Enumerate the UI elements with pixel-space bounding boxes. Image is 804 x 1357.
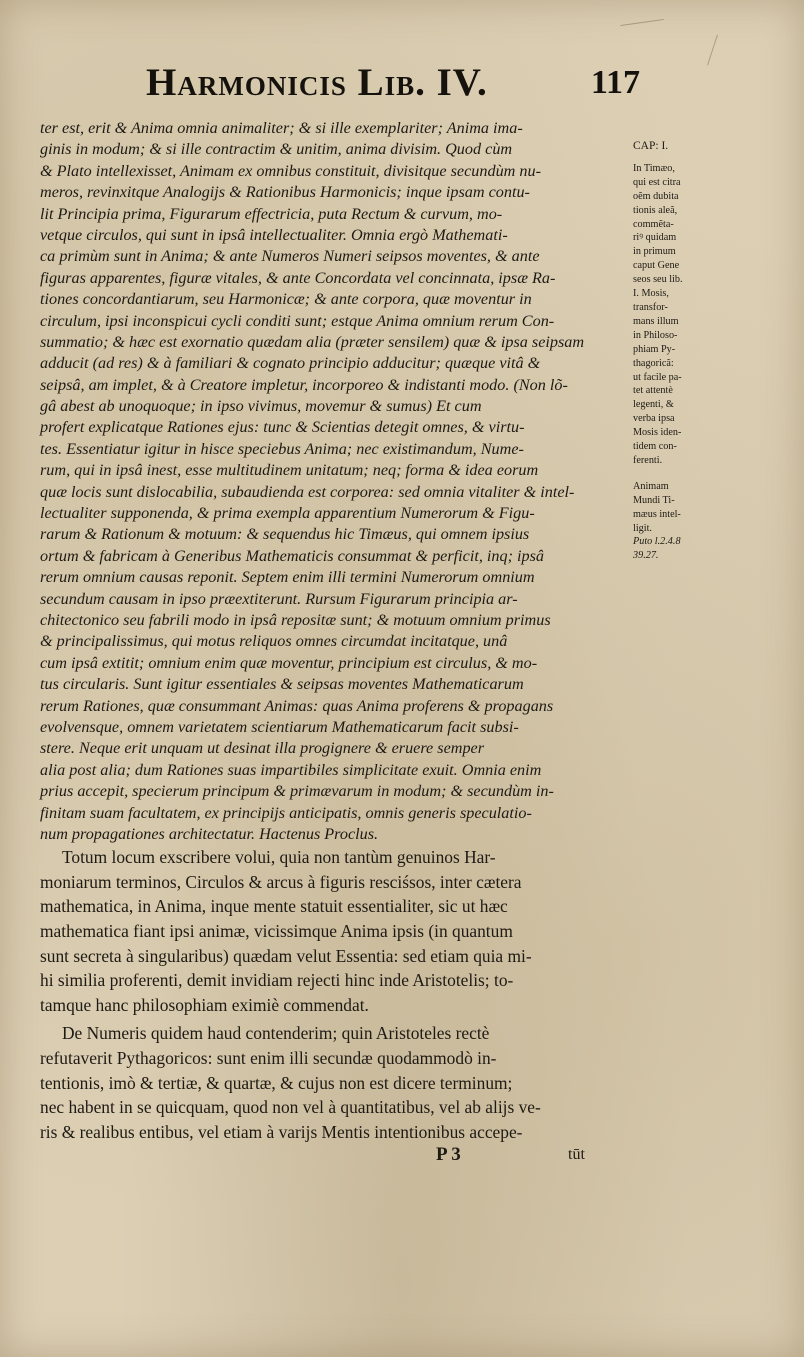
margin-note-line: In Timæo, (633, 162, 675, 174)
margin-note-line: I. Mosis, (633, 288, 669, 300)
text-line: num propagationes architectatur. Hactenus Proclus. (40, 824, 379, 843)
text-line: tentionis, imò & tertiæ, & quartæ, & cujus non est dicere terminum; (40, 1072, 513, 1093)
text-line: seipsâ, am implet, & à Creatore impletur, incorporeo & indistanti modo. (Non lõ- (40, 375, 568, 394)
text-line: moniarum terminos, Circulos & arcus à figuris resciśsos, inter cætera (40, 871, 522, 892)
text-line: Totum locum exscribere volui, quia non tantùm genuinos Har- (62, 847, 496, 868)
text-line: rum, qui in ipsâ inest, esse multitudinem unitatum; neq; forma & idea eorum (40, 461, 539, 480)
text-line: secundum causam in ipso præextiterunt. Rursum Figurarum principia ar- (40, 589, 518, 608)
text-line: adducit (ad res) & à familiari & cognato principio adducitur; quæque vitâ & (40, 354, 541, 373)
text-line: cum ipsâ extitit; omnium enim quæ moventur, principium est circulus, & mo- (40, 653, 538, 672)
margin-note-line: tidem con- (633, 441, 677, 453)
margin-note-line: legenti, & (633, 399, 674, 411)
margin-note-line: ut facile pa- (633, 371, 682, 383)
text-line: ris & realibus entibus, vel etiam à varijs Mentis intentionibus accepe- (40, 1121, 523, 1142)
margin-note-line: seos seu lib. (633, 274, 683, 286)
text-line: & principalissimus, qui motus reliquos omnes circumdat incitatque, unâ (40, 632, 508, 651)
margin-note-line: mæus intel- (633, 508, 681, 520)
text-line: tus circularis. Sunt igitur essentiales & seipsas moventes Mathematicarum (40, 675, 524, 694)
text-line: De Numeris quidem haud contenderim; quin Aristoteles rectè (62, 1023, 490, 1044)
margin-note-line: commẽta- (633, 218, 674, 230)
margin-note-line: phiam Py- (633, 343, 676, 355)
text-line: tes. Essentiatur igitur in hisce speciebus Anima; nec existimandum, Nume- (40, 439, 524, 458)
margin-note-line: transfor- (633, 301, 668, 313)
text-line: nec habent in se quicquam, quod non vel à quantitatibus, vel ab alijs ve- (40, 1097, 541, 1118)
paper-mark (707, 35, 718, 66)
margin-note-line: tet attentè (633, 385, 673, 397)
text-line: & Plato intellexisset, Animam ex omnibus constituit, divisitque secundùm nu- (40, 161, 541, 180)
margin-note-line: Mosis iden- (633, 427, 682, 439)
margin-note-line: oẽm dubita (633, 190, 679, 202)
text-line: lectualiter supponenda, & prima exempla apparentium Numerorum & Figu- (40, 504, 535, 523)
text-line: mathematica, in Anima, inque mente statuit essentialiter, sic ut hæc (40, 896, 508, 917)
text-line: summatio; & hæc est exornatio quædam alia (præter sensilem) quæ & ipsa seipsam (40, 332, 585, 351)
page-title: Harmonicis Lib. IV. (146, 61, 488, 104)
margin-note-line: ferenti. (633, 454, 663, 466)
text-line: ter est, erit & Anima omnia animaliter; & si ille exemplariter; Anima ima- (40, 119, 523, 137)
text-line: rerum Rationes, quæ consummant Animas: quas Anima proferens & propagans (40, 696, 554, 715)
margin-note-line: tionis aleã, (633, 204, 678, 216)
text-line: refutaverit Pythagoricos: sunt enim illi secundæ quodammodò in- (40, 1048, 497, 1069)
text-line: sunt secreta à singularibus) quædam velut Essentia: sed etiam quia mi- (40, 945, 532, 966)
text-line: profert explicatque Rationes ejus: tunc & Scientias detegit omnes, & virtu- (40, 418, 525, 437)
text-line: ca primùm sunt in Anima; & ante Numeros Numeri seipsos moventes, & ante (40, 247, 540, 266)
text-line: quæ locis sunt dislocabilia, subaudienda est corporea: sed omnia vitaliter & intel- (40, 482, 575, 501)
chapter-marker: CAP: I. (633, 140, 669, 152)
text-line: vetque circulos, qui sunt in ipsâ intellectualiter. Omnia ergò Mathemati- (40, 225, 508, 244)
running-head (140, 60, 640, 110)
margin-note-line: qui est citra (633, 176, 681, 188)
margin-note-line: Puto l.2.4.8 (633, 536, 681, 548)
text-line: alia post alia; dum Rationes suas impartibiles simplicitate exuit. Omnia enim (40, 760, 542, 779)
text-line: figuras apparentes, figuræ vitales, & ante Concordata vel concinnata, ipsæ Ra- (40, 268, 556, 287)
text-line: lit Principia prima, Figurarum effectricia, puta Rectum & curvum, mo- (40, 204, 503, 223)
margin-note-line: verba ipsa (633, 413, 675, 425)
text-line: stere. Neque erit unquam ut desinat illa progignere & eruere semper (40, 739, 485, 758)
margin-note-line: caput Gene (633, 260, 680, 272)
margin-note-line: 39.27. (633, 550, 659, 562)
text-line: gâ abest ab unoquoque; in ipso vivimus, movemur & sumus) Et cum (40, 397, 482, 416)
catchword: tūt (568, 1146, 585, 1163)
margin-note-line: Animam (633, 480, 669, 492)
margin-note-line: thagoricã: (633, 357, 674, 369)
text-line: chitectonico seu fabrili modo in ipsâ repositæ sunt; & motuum omnium primus (40, 610, 551, 629)
marginal-notes (633, 140, 715, 563)
text-line: ginis in modum; & si ille contractim & unitim, anima divisim. Quod cùm (40, 140, 513, 159)
margin-note-line: in primum (633, 246, 676, 258)
text-line: mathematica fiant ipsi animæ, vicissimque Anima ipsis (in quantum (40, 921, 513, 942)
margin-note-line: mans illum (633, 315, 679, 327)
text-line: evolvensque, omnem varietatem scientiarum Mathematicarum facit subsi- (40, 717, 519, 736)
text-line: meros, revinxitque Analogijs & Rationibus Harmonicis; inque ipsam contu- (40, 183, 530, 202)
text-line: ortum & fabricam à Generibus Mathematicis consummat & perficit, inq; ipsâ (40, 546, 545, 565)
paper-mark (620, 19, 664, 26)
text-line: circulum, ipsi inconspicui cycli conditi sunt; estque Anima omnium rerum Con- (40, 311, 555, 330)
text-line: tiones concordantiarum, seu Harmonicæ; & ante corpora, quæ moventur in (40, 290, 532, 309)
margin-spacer (633, 468, 715, 480)
text-line: hi similia proferenti, demit invidiam rejecti hinc inde Aristotelis; to- (40, 970, 514, 991)
page-number: 117 (590, 64, 640, 101)
margin-note-line: riꝰ quidam (633, 232, 677, 244)
text-line: rerum omnium causas reponit. Septem enim illi termini Numerorum omnium (40, 568, 535, 587)
signature-mark: P 3 (436, 1144, 461, 1165)
margin-note-line: ligit. (633, 522, 652, 534)
text-line: finitam suam facultatem, ex principijs anticipatis, omnis generis speculatio- (40, 803, 532, 822)
text-line: rarum & Rationum & motuum: & sequendus hic Timæus, qui omnem ipsius (40, 525, 530, 544)
margin-note-line: Mundi Ti- (633, 494, 675, 506)
margin-note-line: in Philoso- (633, 329, 678, 341)
text-line: prius accepit, specierum principum & primævarum in modum; & secundùm in- (40, 782, 554, 801)
text-line: tamque hanc philosophiam eximiè commendat. (40, 994, 369, 1015)
main-text (40, 118, 632, 1144)
